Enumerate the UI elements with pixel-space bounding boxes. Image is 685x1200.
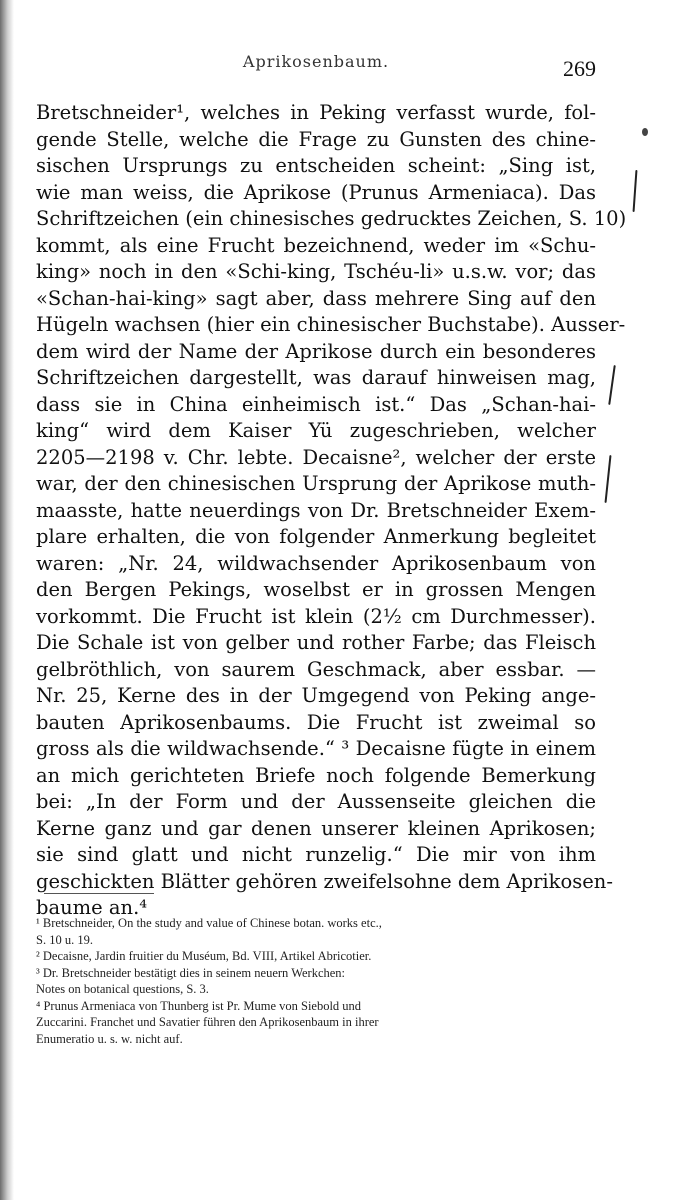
body-line: «Schan-hai-king» sagt aber, dass mehrere Sing auf den [36, 286, 596, 310]
body-line: dem wird der Name der Aprikose durch ein besonderes [36, 339, 596, 363]
body-line: sie sind glatt und nicht runzelig.“ Die mir von ihm [36, 843, 596, 866]
footnotes [36, 915, 596, 1047]
body-line: kommt, als eine Frucht bezeichnend, weder im «Schu- [36, 233, 596, 257]
body-text [36, 100, 627, 922]
body-line: Die Schale ist von gelber und rother Farbe; das Fleisch [36, 631, 596, 654]
body-line: gross als die wildwachsende.“ ³ Decaisne fügte in einem [36, 737, 596, 760]
running-title: Aprikosenbaum. [242, 52, 390, 71]
body-line: wie man weiss, die Aprikose (Prunus Armeniaca). Das [36, 180, 596, 204]
body-line: plare erhalten, die von folgender Anmerkung begleitet [36, 525, 596, 548]
body-line: sischen Ursprungs zu entscheiden scheint: „Sing ist, [36, 154, 596, 177]
margin-ink-dot [642, 128, 648, 136]
body-line: Schriftzeichen (ein chinesisches gedrucktes Zeichen, S. 10) [36, 207, 627, 230]
body-line: 2205—2198 v. Chr. lebte. Decaisne², welcher der erste [36, 445, 596, 469]
margin-pencil-mark [604, 455, 611, 503]
body-line: den Bergen Pekings, woselbst er in grossen Mengen [36, 578, 596, 601]
body-line: maasste, hatte neuerdings von Dr. Bretschneider Exem- [36, 498, 596, 522]
footnote-line: S. 10 u. 19. [36, 932, 93, 947]
page-number: 269 [563, 56, 596, 81]
body-line: bauten Aprikosenbaums. Die Frucht ist zweimal so [36, 710, 596, 734]
footnote-line: ⁴ Prunus Armeniaca von Thunberg ist Pr. Mume von Siebold und [36, 998, 362, 1013]
body-line: Kerne ganz und gar denen unserer kleinen Aprikosen; [36, 816, 596, 840]
body-line: king» noch in den «Schi-king, Tschéu-li» u.s.w. vor; das [36, 260, 596, 283]
body-line: geschickten Blätter gehören zweifelsohne dem Aprikosen- [36, 869, 613, 893]
body-line: Bretschneider¹, welches in Peking verfasst wurde, fol- [36, 101, 596, 124]
body-line: Hügeln wachsen (hier ein chinesischer Buchstabe). Ausser- [36, 313, 626, 336]
body-line: war, der den chinesischen Ursprung der Aprikose muth- [36, 472, 596, 495]
body-line: baume an.⁴ [36, 896, 148, 919]
body-line: an mich gerichteten Briefe noch folgende Bemerkung [36, 763, 596, 787]
body-line: waren: „Nr. 24, wildwachsender Aprikosenbaum von [36, 551, 596, 575]
body-line: dass sie in China einheimisch ist.“ Das „Schan-hai- [36, 392, 596, 416]
body-line: king“ wird dem Kaiser Yü zugeschrieben, welcher [36, 419, 596, 442]
body-line: vorkommt. Die Frucht ist klein (2½ cm Durchmesser). [36, 604, 596, 628]
footnote-line: Enumeratio u. s. w. nicht auf. [36, 1031, 183, 1046]
footnote-line: Notes on botanical questions, S. 3. [36, 982, 209, 996]
footnote-line: ² Decaisne, Jardin fruitier du Muséum, Bd. VIII, Artikel Abricotier. [36, 949, 372, 963]
footnote-line: ¹ Bretschneider, On the study and value of Chinese botan. works etc., [36, 916, 382, 930]
margin-pencil-mark [633, 170, 638, 212]
body-line: Nr. 25, Kerne des in der Umgegend von Peking ange- [36, 684, 596, 707]
page-header [36, 50, 596, 80]
margin-pencil-mark [608, 365, 616, 405]
footnote-line: Zuccarini. Franchet und Savatier führen den Aprikosenbaum in ihrer [36, 1015, 379, 1029]
page-edge-shadow [0, 0, 14, 1200]
body-line: gelbröthlich, von saurem Geschmack, aber essbar. — [36, 657, 596, 681]
body-line: Schriftzeichen dargestellt, was darauf hinweisen mag, [36, 366, 596, 389]
body-line: bei: „In der Form und der Aussenseite gleichen die [36, 790, 596, 813]
body-line: gende Stelle, welche die Frage zu Gunsten des chine- [36, 127, 596, 151]
footnote-divider [44, 893, 154, 894]
footnote-line: ³ Dr. Bretschneider bestätigt dies in seinem neuern Werkchen: [36, 965, 346, 980]
